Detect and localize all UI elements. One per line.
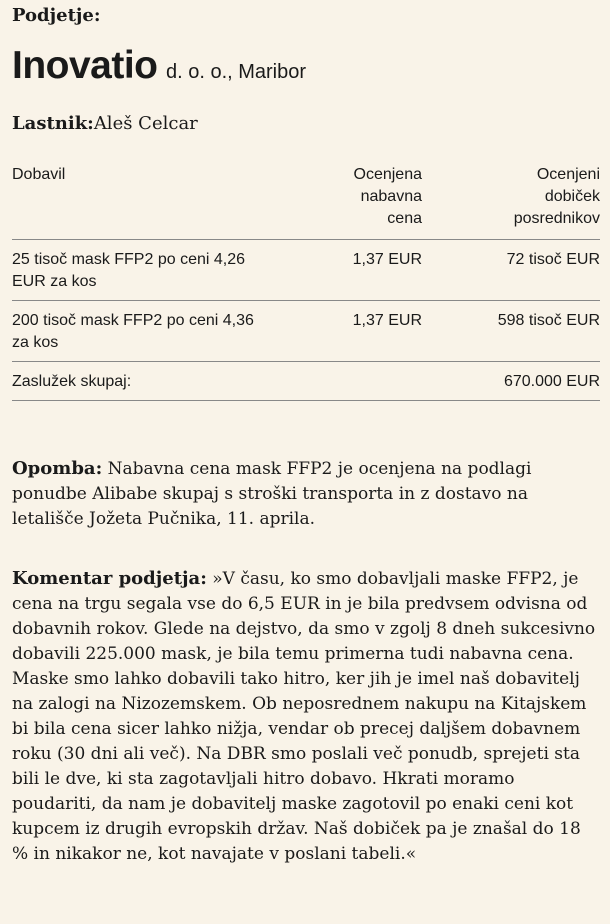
section-label: Podjetje: <box>12 5 101 26</box>
company-title <box>12 44 306 88</box>
row-price: 1,37 EUR <box>282 240 422 301</box>
company-name: Inovatio <box>12 44 158 87</box>
table-total-row <box>12 362 600 401</box>
note-paragraph <box>12 456 602 532</box>
table-row <box>12 240 600 301</box>
row-supplied: 200 tisoč mask FFP2 po ceni 4,36 za kos <box>12 301 282 362</box>
row-profit: 598 tisoč EUR <box>422 301 600 362</box>
owner-value: Aleš Celcar <box>93 113 198 134</box>
total-value: 670.000 EUR <box>422 362 600 401</box>
note-label: Opomba: <box>12 458 103 479</box>
table-row <box>12 301 600 362</box>
row-profit: 72 tisoč EUR <box>422 240 600 301</box>
supply-table <box>12 160 600 401</box>
owner-line <box>12 113 198 134</box>
header-estimated-profit: Ocenjeni dobiček posrednikov <box>422 160 600 240</box>
comment-paragraph <box>12 566 602 867</box>
comment-text: »V času, ko smo dobavljali maske FFP2, je cena na trgu segala vse do 6,5 EUR in je bila predvsem odvisna od dobavnih rokov. Glede na dejstvo, da smo v zgolj 8 dneh sukcesivno dobavili 225.000 mask, je bila temu primerna tudi nabavna cena. Maske smo lahko dobavili tako hitro, ker jih je imel naš dobavitelj na zalogi na Nizozemskem. Ob neposrednem nakupu na Kitajskem bi bila cena sicer lahko nižja, vendar ob precej daljšem dobavnem roku (30 dni ali več). Na DBR smo poslali več ponudb, sprejeti sta bili le dve, ki sta zagotavljali hitro dobavo. Hkrati moramo poudariti, da nam je dobavitelj maske zagotovil po enaki ceni kot kupcem iz drugih evropskih držav. Naš dobiček pa je znašal do 18 % in nikakor ne, kot navajate v poslani tabeli.« <box>12 569 596 864</box>
header-estimated-price: Ocenjena nabavna cena <box>282 160 422 240</box>
row-supplied: 25 tisoč mask FFP2 po ceni 4,26 EUR za kos <box>12 240 282 301</box>
row-price: 1,37 EUR <box>282 301 422 362</box>
comment-label: Komentar podjetja: <box>12 568 207 589</box>
total-label: Zaslužek skupaj: <box>12 362 282 401</box>
note-text: Nabavna cena mask FFP2 je ocenjena na podlagi ponudbe Alibabe skupaj s stroški transporta in z dostavo na letališče Jožeta Pučnika, 11. aprila. <box>12 459 532 529</box>
company-suffix: d. o. o., Maribor <box>165 61 307 83</box>
table-header-row <box>12 160 600 240</box>
header-supplied: Dobavil <box>12 160 282 240</box>
owner-label: Lastnik: <box>12 113 94 134</box>
